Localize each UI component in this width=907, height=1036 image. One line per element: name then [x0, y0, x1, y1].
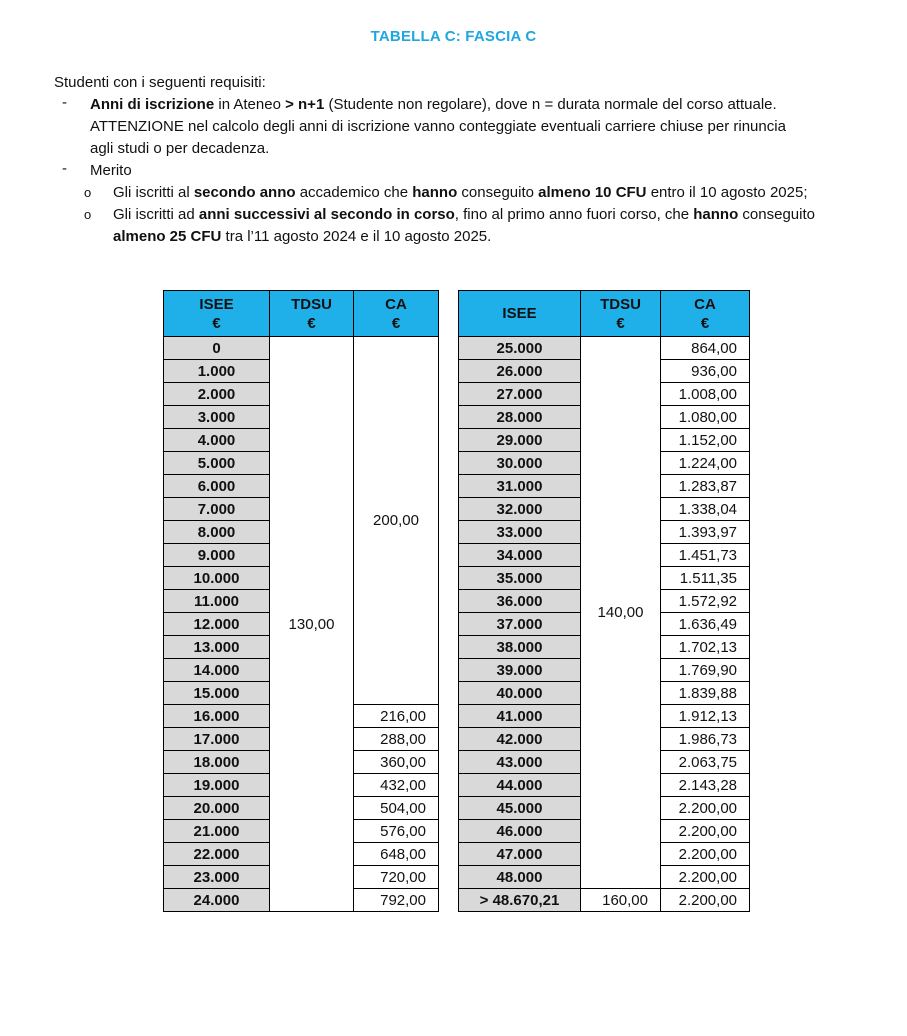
- tdsu-cell: 140,00: [581, 337, 661, 889]
- ca-cell: 2.143,28: [661, 774, 750, 797]
- ca-cell: 792,00: [354, 889, 439, 912]
- sub2-bold: anni successivi al secondo in corso: [198, 206, 455, 223]
- isee-cell: 36.000: [459, 590, 581, 613]
- isee-cell: 18.000: [164, 751, 270, 774]
- ca-cell: 1.008,00: [661, 383, 750, 406]
- bullet-circle-icon: o: [84, 207, 92, 222]
- ca-cell: 1.769,90: [661, 659, 750, 682]
- isee-cell: 38.000: [459, 636, 581, 659]
- isee-cell: 47.000: [459, 843, 581, 866]
- bullet-circle-icon: o: [84, 185, 92, 200]
- isee-cell: 14.000: [164, 659, 270, 682]
- table-row: [164, 337, 439, 360]
- table-row: [459, 889, 750, 912]
- requirement-years: [90, 94, 777, 116]
- isee-cell: 20.000: [164, 797, 270, 820]
- ca-cell: 648,00: [354, 843, 439, 866]
- isee-cell: > 48.670,21: [459, 889, 581, 912]
- requirement-note-line: agli studi o per decadenza.: [90, 140, 270, 157]
- merit-second-year: [113, 182, 807, 204]
- header-tdsu: TDSU €: [581, 291, 661, 337]
- sub1-bold: hanno: [412, 184, 458, 201]
- isee-cell: 39.000: [459, 659, 581, 682]
- document-title: TABELLA C: FASCIA C: [370, 28, 537, 45]
- isee-cell: 2.000: [164, 383, 270, 406]
- isee-cell: 33.000: [459, 521, 581, 544]
- fee-table-left: [163, 290, 439, 912]
- ca-cell: 2.063,75: [661, 751, 750, 774]
- sub1-bold: secondo anno: [193, 184, 296, 201]
- isee-cell: 10.000: [164, 567, 270, 590]
- tdsu-cell: 160,00: [581, 889, 661, 912]
- ca-cell: 720,00: [354, 866, 439, 889]
- isee-cell: 45.000: [459, 797, 581, 820]
- intro-text: Studenti con i seguenti requisiti:: [54, 74, 266, 91]
- isee-cell: 35.000: [459, 567, 581, 590]
- isee-cell: 32.000: [459, 498, 581, 521]
- sub2-bold: almeno 25 CFU: [113, 228, 222, 245]
- requirement-note-line: ATTENZIONE nel calcolo degli anni di iscrizione vanno conteggiate eventuali carriere chiuse per rinuncia: [90, 118, 786, 135]
- isee-cell: 3.000: [164, 406, 270, 429]
- isee-cell: 13.000: [164, 636, 270, 659]
- isee-cell: 37.000: [459, 613, 581, 636]
- sub2-text: , fino al primo anno fuori corso, che: [454, 206, 694, 223]
- isee-cell: 22.000: [164, 843, 270, 866]
- req-text-2: (Studente non regolare), dove n = durata normale del corso attuale.: [324, 96, 777, 113]
- ca-cell: 504,00: [354, 797, 439, 820]
- isee-cell: 9.000: [164, 544, 270, 567]
- ca-cell: 1.636,49: [661, 613, 750, 636]
- isee-cell: 4.000: [164, 429, 270, 452]
- isee-cell: 24.000: [164, 889, 270, 912]
- bullet-dash: -: [62, 160, 67, 177]
- isee-cell: 26.000: [459, 360, 581, 383]
- isee-cell: 27.000: [459, 383, 581, 406]
- isee-cell: 17.000: [164, 728, 270, 751]
- req-bold-1: Anni di iscrizione: [90, 96, 215, 113]
- ca-cell: 1.511,35: [661, 567, 750, 590]
- isee-cell: 12.000: [164, 613, 270, 636]
- sub2-text: Gli iscritti ad: [113, 206, 199, 223]
- header-ca: CA €: [661, 291, 750, 337]
- sub2-text: conseguito: [738, 206, 815, 223]
- fee-table-right: [458, 290, 750, 912]
- ca-cell: 360,00: [354, 751, 439, 774]
- req-text-1: in Ateneo: [214, 96, 286, 113]
- ca-cell: 2.200,00: [661, 797, 750, 820]
- sub1-text: Gli iscritti al: [113, 184, 194, 201]
- isee-cell: 48.000: [459, 866, 581, 889]
- isee-cell: 7.000: [164, 498, 270, 521]
- ca-cell: 1.393,97: [661, 521, 750, 544]
- isee-cell: 16.000: [164, 705, 270, 728]
- isee-cell: 41.000: [459, 705, 581, 728]
- ca-cell: 1.283,87: [661, 475, 750, 498]
- sub2-bold: hanno: [693, 206, 739, 223]
- ca-cell: 1.912,13: [661, 705, 750, 728]
- sub2-text: tra l’11 agosto 2024 e il 10 agosto 2025.: [221, 228, 492, 245]
- ca-cell: 2.200,00: [661, 843, 750, 866]
- ca-cell: 288,00: [354, 728, 439, 751]
- bullet-dash: -: [62, 94, 67, 111]
- isee-cell: 5.000: [164, 452, 270, 475]
- isee-cell: 34.000: [459, 544, 581, 567]
- header-isee: ISEE €: [164, 291, 270, 337]
- isee-cell: 31.000: [459, 475, 581, 498]
- isee-cell: 25.000: [459, 337, 581, 360]
- ca-cell: 1.451,73: [661, 544, 750, 567]
- fee-table-left-body: [164, 337, 439, 912]
- tdsu-cell: 130,00: [270, 337, 354, 912]
- ca-cell: 1.338,04: [661, 498, 750, 521]
- ca-cell: 2.200,00: [661, 889, 750, 912]
- merit-later-years-cont: [113, 226, 491, 248]
- ca-cell: 1.702,13: [661, 636, 750, 659]
- isee-cell: 0: [164, 337, 270, 360]
- isee-cell: 19.000: [164, 774, 270, 797]
- isee-cell: 11.000: [164, 590, 270, 613]
- ca-cell: 936,00: [661, 360, 750, 383]
- ca-cell: 1.224,00: [661, 452, 750, 475]
- ca-cell: 216,00: [354, 705, 439, 728]
- ca-cell: 576,00: [354, 820, 439, 843]
- isee-cell: 23.000: [164, 866, 270, 889]
- isee-cell: 21.000: [164, 820, 270, 843]
- isee-cell: 46.000: [459, 820, 581, 843]
- isee-cell: 6.000: [164, 475, 270, 498]
- table-row: [459, 337, 750, 360]
- isee-cell: 43.000: [459, 751, 581, 774]
- ca-cell: 1.572,92: [661, 590, 750, 613]
- ca-cell: 1.152,00: [661, 429, 750, 452]
- merit-later-years: [113, 204, 815, 226]
- ca-cell: 2.200,00: [661, 866, 750, 889]
- isee-cell: 8.000: [164, 521, 270, 544]
- isee-cell: 44.000: [459, 774, 581, 797]
- ca-cell: 1.986,73: [661, 728, 750, 751]
- isee-cell: 29.000: [459, 429, 581, 452]
- isee-cell: 15.000: [164, 682, 270, 705]
- ca-cell: 1.839,88: [661, 682, 750, 705]
- ca-cell: 432,00: [354, 774, 439, 797]
- sub1-text: conseguito: [457, 184, 539, 201]
- req-bold-2: > n+1: [285, 96, 325, 113]
- sub1-text: entro il 10 agosto 2025;: [646, 184, 808, 201]
- sub1-text: accademico che: [295, 184, 413, 201]
- header-isee: ISEE: [459, 291, 581, 337]
- header-ca: CA €: [354, 291, 439, 337]
- isee-cell: 28.000: [459, 406, 581, 429]
- ca-cell: 864,00: [661, 337, 750, 360]
- isee-cell: 42.000: [459, 728, 581, 751]
- fee-table-right-body: [459, 337, 750, 912]
- ca-cell: 200,00: [354, 337, 439, 705]
- sub1-bold: almeno 10 CFU: [538, 184, 647, 201]
- isee-cell: 40.000: [459, 682, 581, 705]
- isee-cell: 30.000: [459, 452, 581, 475]
- header-tdsu: TDSU €: [270, 291, 354, 337]
- isee-cell: 1.000: [164, 360, 270, 383]
- requirement-merit: Merito: [90, 162, 132, 179]
- ca-cell: 1.080,00: [661, 406, 750, 429]
- ca-cell: 2.200,00: [661, 820, 750, 843]
